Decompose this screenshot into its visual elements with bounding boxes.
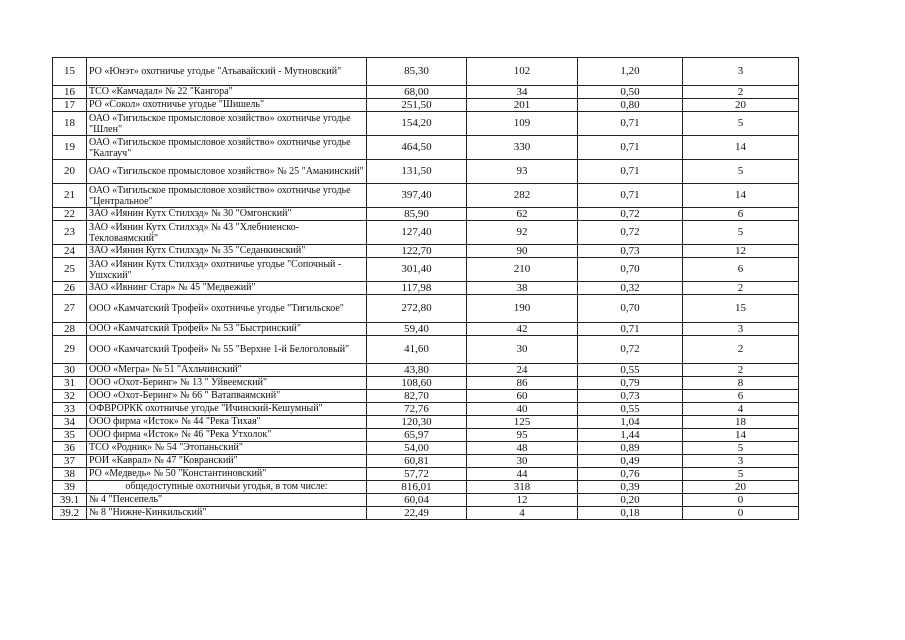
row-density-cell: 0,80: [578, 99, 683, 112]
row-area-cell: 82,70: [367, 390, 467, 403]
row-number-cell: 38: [53, 468, 87, 481]
row-name-cell: ТСО «Камчадал» № 22 "Кангора": [87, 86, 367, 99]
row-number-cell: 34: [53, 416, 87, 429]
row-count-cell: 24: [467, 364, 578, 377]
row-area-cell: 85,90: [367, 208, 467, 221]
row-name-cell: ООО «Камчатский Трофей» № 55 "Верхне 1-й Белоголовый": [87, 336, 367, 364]
row-area-cell: 272,80: [367, 295, 467, 323]
table-row: [53, 258, 799, 282]
table-row: [53, 160, 799, 184]
row-number-cell: 37: [53, 455, 87, 468]
row-density-cell: 0,71: [578, 112, 683, 136]
row-count-cell: 109: [467, 112, 578, 136]
row-count-cell: 190: [467, 295, 578, 323]
row-count-cell: 93: [467, 160, 578, 184]
row-count-cell: 42: [467, 323, 578, 336]
row-number-cell: 16: [53, 86, 87, 99]
row-count-cell: 330: [467, 136, 578, 160]
row-area-cell: 59,40: [367, 323, 467, 336]
row-name-cell: ООО «Охот-Беринг» № 66 " Ватапваямский": [87, 390, 367, 403]
row-name-cell: РОИ «Каврал» № 47 "Ковранский": [87, 455, 367, 468]
row-number-cell: 22: [53, 208, 87, 221]
row-name-cell: ЗАО «Иянин Кутх Стилхэд» № 43 "Хлебниенско-Текловаямский": [87, 221, 367, 245]
row-area-cell: 72,76: [367, 403, 467, 416]
row-quota-cell: 8: [683, 377, 799, 390]
row-density-cell: 0,73: [578, 245, 683, 258]
row-quota-cell: 3: [683, 58, 799, 86]
row-name-cell: ТСО «Родник» № 54 "Этопаньский": [87, 442, 367, 455]
row-area-cell: 154,20: [367, 112, 467, 136]
row-quota-cell: 0: [683, 494, 799, 507]
row-name-cell: ООО фирма «Исток» № 44 "Река Тихая": [87, 416, 367, 429]
row-quota-cell: 3: [683, 455, 799, 468]
table-row: [53, 507, 799, 520]
row-number-cell: 27: [53, 295, 87, 323]
table-row: [53, 429, 799, 442]
row-quota-cell: 6: [683, 208, 799, 221]
row-area-cell: 120,30: [367, 416, 467, 429]
row-quota-cell: 2: [683, 336, 799, 364]
row-quota-cell: 6: [683, 390, 799, 403]
row-number-cell: 31: [53, 377, 87, 390]
row-name-cell: ООО «Камчатский Трофей» охотничье угодье "Тигильское": [87, 295, 367, 323]
row-number-cell: 26: [53, 282, 87, 295]
row-count-cell: 12: [467, 494, 578, 507]
row-area-cell: 108,60: [367, 377, 467, 390]
table-body: [53, 58, 799, 520]
row-number-cell: 32: [53, 390, 87, 403]
row-count-cell: 102: [467, 58, 578, 86]
row-density-cell: 0,76: [578, 468, 683, 481]
row-number-cell: 23: [53, 221, 87, 245]
row-density-cell: 0,32: [578, 282, 683, 295]
row-density-cell: 0,71: [578, 184, 683, 208]
row-area-cell: 41,60: [367, 336, 467, 364]
row-name-cell: № 8 "Нижне-Кинкильский": [87, 507, 367, 520]
row-density-cell: 0,72: [578, 221, 683, 245]
table-row: [53, 494, 799, 507]
row-name-cell: ОФВРОРКК охотничье угодье "Ичинский-Кешумный": [87, 403, 367, 416]
row-quota-cell: 5: [683, 442, 799, 455]
row-name-cell: ОАО «Тигильское промысловое хозяйство» охотничье угодье "Центральное": [87, 184, 367, 208]
row-number-cell: 18: [53, 112, 87, 136]
row-number-cell: 39.2: [53, 507, 87, 520]
row-density-cell: 0,55: [578, 364, 683, 377]
row-density-cell: 1,04: [578, 416, 683, 429]
row-number-cell: 39: [53, 481, 87, 494]
row-name-cell: ООО «Камчатский Трофей» № 53 "Быстринский": [87, 323, 367, 336]
row-count-cell: 44: [467, 468, 578, 481]
row-area-cell: 22,49: [367, 507, 467, 520]
row-name-cell: ОАО «Тигильское промысловое хозяйство» № 25 "Аманинский": [87, 160, 367, 184]
row-name-cell: ЗАО «Ивнинг Стар» № 45 "Медвежий": [87, 282, 367, 295]
table-row: [53, 282, 799, 295]
table-row: [53, 136, 799, 160]
row-density-cell: 0,72: [578, 336, 683, 364]
row-quota-cell: 20: [683, 99, 799, 112]
table-row: [53, 323, 799, 336]
row-quota-cell: 14: [683, 429, 799, 442]
row-density-cell: 0,70: [578, 258, 683, 282]
row-number-cell: 25: [53, 258, 87, 282]
row-number-cell: 30: [53, 364, 87, 377]
row-count-cell: 40: [467, 403, 578, 416]
row-area-cell: 131,50: [367, 160, 467, 184]
row-number-cell: 24: [53, 245, 87, 258]
row-number-cell: 29: [53, 336, 87, 364]
row-count-cell: 60: [467, 390, 578, 403]
row-density-cell: 0,20: [578, 494, 683, 507]
row-quota-cell: 15: [683, 295, 799, 323]
row-number-cell: 39.1: [53, 494, 87, 507]
row-area-cell: 397,40: [367, 184, 467, 208]
row-density-cell: 1,20: [578, 58, 683, 86]
row-area-cell: 122,70: [367, 245, 467, 258]
row-quota-cell: 0: [683, 507, 799, 520]
row-name-cell: ООО «Мегра» № 51 "Ахльчинский": [87, 364, 367, 377]
row-name-cell: ЗАО «Иянин Кутх Стилхэд» охотничье угодье "Сопочный - Ушхский": [87, 258, 367, 282]
table-row: [53, 245, 799, 258]
row-count-cell: 62: [467, 208, 578, 221]
table-row: [53, 86, 799, 99]
table-row: [53, 184, 799, 208]
row-count-cell: 318: [467, 481, 578, 494]
row-number-cell: 21: [53, 184, 87, 208]
row-area-cell: 85,30: [367, 58, 467, 86]
row-area-cell: 65,97: [367, 429, 467, 442]
row-area-cell: 43,80: [367, 364, 467, 377]
row-quota-cell: 5: [683, 160, 799, 184]
row-number-cell: 33: [53, 403, 87, 416]
row-quota-cell: 2: [683, 86, 799, 99]
table-row: [53, 364, 799, 377]
row-number-cell: 17: [53, 99, 87, 112]
table-row: [53, 221, 799, 245]
row-name-cell: ООО фирма «Исток» № 46 "Река Утхолок": [87, 429, 367, 442]
table-row: [53, 481, 799, 494]
table-row: [53, 442, 799, 455]
row-quota-cell: 5: [683, 468, 799, 481]
row-quota-cell: 5: [683, 112, 799, 136]
row-quota-cell: 4: [683, 403, 799, 416]
row-count-cell: 95: [467, 429, 578, 442]
row-count-cell: 282: [467, 184, 578, 208]
row-density-cell: 0,73: [578, 390, 683, 403]
row-area-cell: 251,50: [367, 99, 467, 112]
row-quota-cell: 18: [683, 416, 799, 429]
row-quota-cell: 12: [683, 245, 799, 258]
table-row: [53, 336, 799, 364]
row-quota-cell: 3: [683, 323, 799, 336]
row-name-cell: общедоступные охотничьи угодья, в том числе:: [87, 481, 367, 494]
row-count-cell: 4: [467, 507, 578, 520]
row-quota-cell: 2: [683, 364, 799, 377]
row-density-cell: 0,70: [578, 295, 683, 323]
row-count-cell: 125: [467, 416, 578, 429]
row-count-cell: 210: [467, 258, 578, 282]
row-area-cell: 57,72: [367, 468, 467, 481]
row-count-cell: 90: [467, 245, 578, 258]
hunting-grounds-table: [52, 57, 799, 520]
table-row: [53, 99, 799, 112]
row-area-cell: 60,04: [367, 494, 467, 507]
row-density-cell: 0,55: [578, 403, 683, 416]
row-area-cell: 127,40: [367, 221, 467, 245]
row-name-cell: № 4 "Пенсепель": [87, 494, 367, 507]
row-number-cell: 19: [53, 136, 87, 160]
row-number-cell: 20: [53, 160, 87, 184]
row-density-cell: 0,18: [578, 507, 683, 520]
row-count-cell: 48: [467, 442, 578, 455]
row-name-cell: ООО «Охот-Беринг» № 13 " Уйвеемский": [87, 377, 367, 390]
row-quota-cell: 20: [683, 481, 799, 494]
row-count-cell: 38: [467, 282, 578, 295]
row-count-cell: 30: [467, 336, 578, 364]
row-number-cell: 28: [53, 323, 87, 336]
row-name-cell: РО «Медведь» № 50 "Константиновский": [87, 468, 367, 481]
row-density-cell: 0,89: [578, 442, 683, 455]
row-quota-cell: 6: [683, 258, 799, 282]
row-count-cell: 34: [467, 86, 578, 99]
row-quota-cell: 2: [683, 282, 799, 295]
row-area-cell: 117,98: [367, 282, 467, 295]
row-number-cell: 36: [53, 442, 87, 455]
row-density-cell: 0,71: [578, 323, 683, 336]
table-row: [53, 295, 799, 323]
row-density-cell: 1,44: [578, 429, 683, 442]
row-area-cell: 301,40: [367, 258, 467, 282]
row-area-cell: 60,81: [367, 455, 467, 468]
table-row: [53, 403, 799, 416]
row-area-cell: 54,00: [367, 442, 467, 455]
row-area-cell: 464,50: [367, 136, 467, 160]
table-row: [53, 455, 799, 468]
row-name-cell: ОАО «Тигильское промысловое хозяйство» охотничье угодье "Шлен": [87, 112, 367, 136]
row-name-cell: РО «Сокол» охотничье угодье "Шишель": [87, 99, 367, 112]
row-density-cell: 0,71: [578, 160, 683, 184]
row-number-cell: 35: [53, 429, 87, 442]
row-density-cell: 0,50: [578, 86, 683, 99]
row-density-cell: 0,71: [578, 136, 683, 160]
row-name-cell: ЗАО «Иянин Кутх Стилхэд» № 30 "Омгонский": [87, 208, 367, 221]
row-name-cell: ЗАО «Иянин Кутх Стилхэд» № 35 "Седанкинский": [87, 245, 367, 258]
table-row: [53, 390, 799, 403]
row-area-cell: 816,01: [367, 481, 467, 494]
row-count-cell: 30: [467, 455, 578, 468]
table-row: [53, 208, 799, 221]
row-quota-cell: 14: [683, 136, 799, 160]
row-density-cell: 0,49: [578, 455, 683, 468]
row-count-cell: 201: [467, 99, 578, 112]
table-row: [53, 58, 799, 86]
table-row: [53, 377, 799, 390]
table-row: [53, 468, 799, 481]
row-density-cell: 0,79: [578, 377, 683, 390]
table-row: [53, 112, 799, 136]
row-count-cell: 86: [467, 377, 578, 390]
row-name-cell: РО «Юнэт» охотничье угодье "Атьавайский - Мутновский": [87, 58, 367, 86]
row-quota-cell: 5: [683, 221, 799, 245]
row-number-cell: 15: [53, 58, 87, 86]
row-density-cell: 0,72: [578, 208, 683, 221]
row-count-cell: 92: [467, 221, 578, 245]
row-area-cell: 68,00: [367, 86, 467, 99]
row-quota-cell: 14: [683, 184, 799, 208]
table-row: [53, 416, 799, 429]
row-name-cell: ОАО «Тигильское промысловое хозяйство» охотничье угодье "Калгауч": [87, 136, 367, 160]
row-density-cell: 0,39: [578, 481, 683, 494]
